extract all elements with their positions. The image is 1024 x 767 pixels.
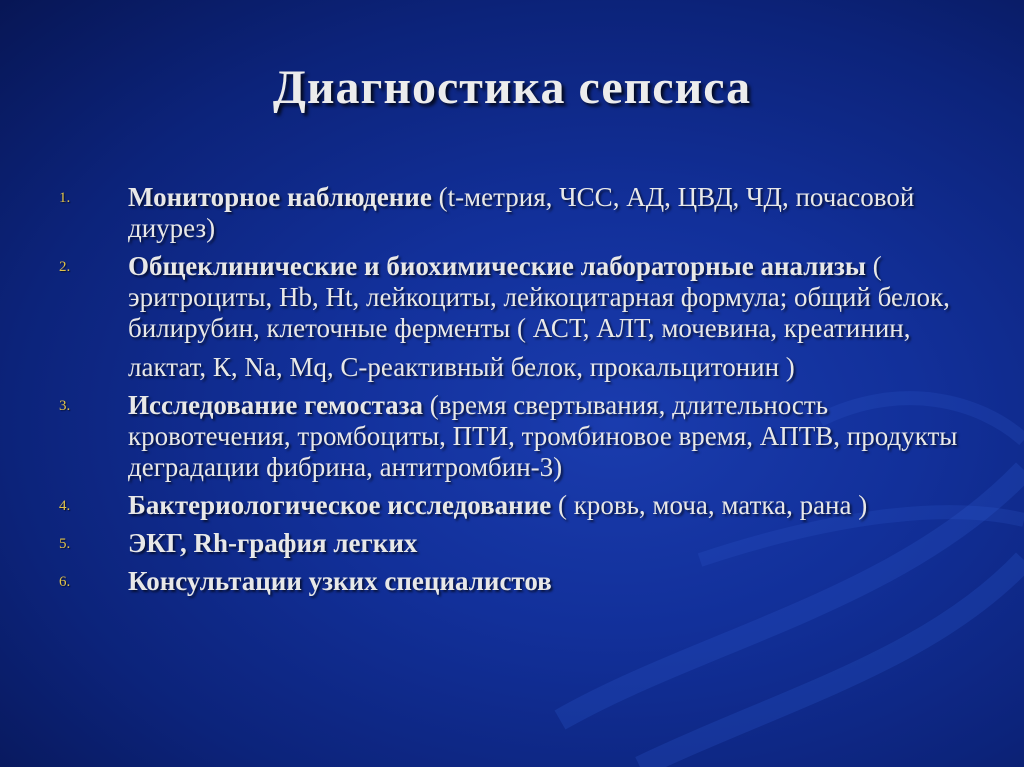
list-item-number: 5. — [59, 536, 71, 552]
list-item-number: 3. — [59, 398, 71, 414]
list-item — [59, 390, 968, 483]
list-item — [59, 490, 968, 521]
slide-title: Диагностика сепсиса — [272, 61, 752, 114]
list-item-number: 2. — [59, 259, 71, 275]
list-item-number: 6. — [59, 574, 71, 590]
list-item-heading: Консультации узких специалистов — [128, 566, 552, 596]
list-item — [59, 528, 968, 559]
diagnostics-list — [0, 182, 1024, 604]
list-item-details: (время свертывания, длительность кровотечения, тромбоциты, ПТИ, тромбиновое время, АПТВ, продукты деградации фибрина, антитромбин-3) — [128, 390, 958, 482]
list-item-details: ( эритроциты, Hb, Ht, лейкоциты, лейкоцитарная формула; общий белок, билирубин, клеточные ферменты ( АСТ, АЛТ, мочевина, креатинин, — [128, 251, 950, 343]
list-item-heading: ЭКГ, Rh-графия легких — [128, 528, 418, 558]
list-item-number: 4. — [59, 498, 71, 514]
list-item — [59, 251, 968, 383]
list-item-heading: Мониторное наблюдение — [128, 182, 432, 212]
list-item-heading: Бактериологическое исследование — [128, 490, 552, 520]
list-item-details: ( кровь, моча, матка, рана ) — [551, 490, 868, 520]
list-item-details-continued: лактат, К, Na, Mq, С-реактивный белок, прокальцитонин ) — [128, 352, 795, 382]
list-item-heading: Исследование гемостаза — [128, 390, 424, 420]
list-item-heading: Общеклинические и биохимические лабораторные анализы — [128, 251, 866, 281]
list-item-details: (t-метрия, ЧСС, АД, ЦВД, ЧД, почасовой диурез) — [128, 182, 915, 243]
list-item — [59, 566, 968, 597]
list-item-number: 1. — [59, 190, 71, 206]
list-item — [59, 182, 968, 244]
